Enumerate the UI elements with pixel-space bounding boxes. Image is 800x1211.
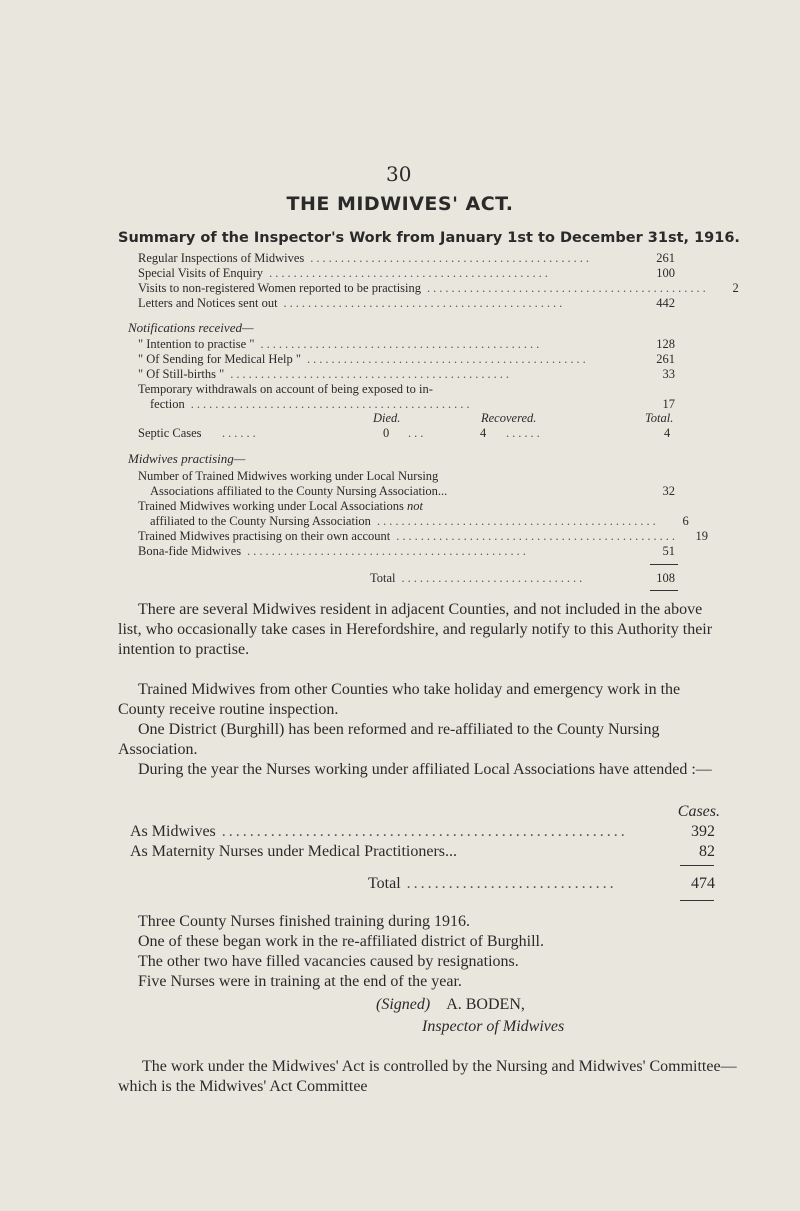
paragraph-training [138,912,738,992]
col-total: Total. [645,411,674,425]
signature-line: (Signed) A. BODEN, [376,996,525,1013]
document-title: THE MIDWIVES' ACT. [286,193,514,215]
work-row: Regular Inspections of Midwives .............................................. 261 [138,251,675,265]
paragraph-burghill: One District (Burghill) has been reformed and re-affiliated to the County Nursing Association. [118,721,660,758]
col-recovered: Recovered. [481,411,537,425]
septic-leader: ...... [222,426,259,440]
cases-total-rule [680,900,714,901]
practising-total-row: Total .............................. 108 [370,571,675,585]
trained-line: Number of Trained Midwives working under Local Nursing [138,469,439,483]
septic-leader: ... [408,426,427,440]
notification-row: " Intention to practise " .............................................. 128 [138,337,675,351]
not-affiliated-row: affiliated to the County Nursing Association .............................................. 6 [150,514,689,528]
not-affiliated-line: Trained Midwives working under Local Associations not [138,499,423,513]
notification-row: " Of Still-births " .............................................. 33 [138,367,675,381]
notifications-title: Notifications received— [128,320,254,335]
training-line: The other two have filled vacancies caused by resignations. [138,953,519,970]
paragraph-nurses-attended: During the year the Nurses working under affiliated Local Associations have attended :— [138,761,712,778]
cases-total-row: Total .............................. 474 [368,875,715,892]
septic-died: 0 [383,426,390,440]
cases-sum-rule [680,865,714,866]
page-number: 30 [386,162,412,186]
temporary-withdrawals-line: Temporary withdrawals on account of being exposed to in- [138,382,433,396]
septic-recovered: 4 [480,426,487,440]
signature-role: Inspector of Midwives [422,1018,565,1035]
total-rule [650,590,678,591]
own-account-row: Trained Midwives practising on their own account .............................................. 19 [138,529,709,543]
col-died: Died. [373,411,401,425]
training-line: Five Nurses were in training at the end of the year. [138,973,462,990]
training-line: One of these began work in the re-affiliated district of Burghill. [138,933,544,950]
practising-title: Midwives practising— [128,451,246,466]
septic-leader: ...... [506,426,543,440]
septic-label: Septic Cases [138,426,202,440]
notification-row: " Of Sending for Medical Help " .............................................. 261 [138,352,675,366]
summary-heading: Summary of the Inspector's Work from January 1st to December 31st, 1916. [118,230,740,246]
temporary-withdrawals-row: fection .............................................. 17 [150,397,675,411]
trained-row: Associations affiliated to the County Nursing Association... 32 [150,484,675,498]
paragraph-committee: The work under the Midwives' Act is controlled by the Nursing and Midwives' Committee—which is the Midwives' Act Committee [118,1058,737,1095]
work-row: Special Visits of Enquiry .............................................. 100 [138,266,675,280]
paragraph-other-counties: Trained Midwives from other Counties who take holiday and emergency work in the County receive routine inspection. [118,681,681,718]
cases-row: As Maternity Nurses under Medical Practitioners... 82 [130,843,715,860]
sum-rule [650,564,678,565]
bona-fide-row: Bona-fide Midwives .............................................. 51 [138,544,675,558]
cases-header: Cases. [677,803,720,820]
cases-row: As Midwives .......................................................... 392 [130,823,715,840]
paragraph-adjacent-counties: There are several Midwives resident in adjacent Counties, and not included in the above list, who occasionally take cases in Herefordshire, and regularly notify to this Authority their intention to practise. [118,601,713,658]
training-line: Three County Nurses finished training during 1916. [138,913,470,930]
septic-total: 4 [664,426,671,440]
work-row: Visits to non-registered Women reported to be practising .............................................. 2 [138,281,739,295]
work-row: Letters and Notices sent out .............................................. 442 [138,296,675,310]
